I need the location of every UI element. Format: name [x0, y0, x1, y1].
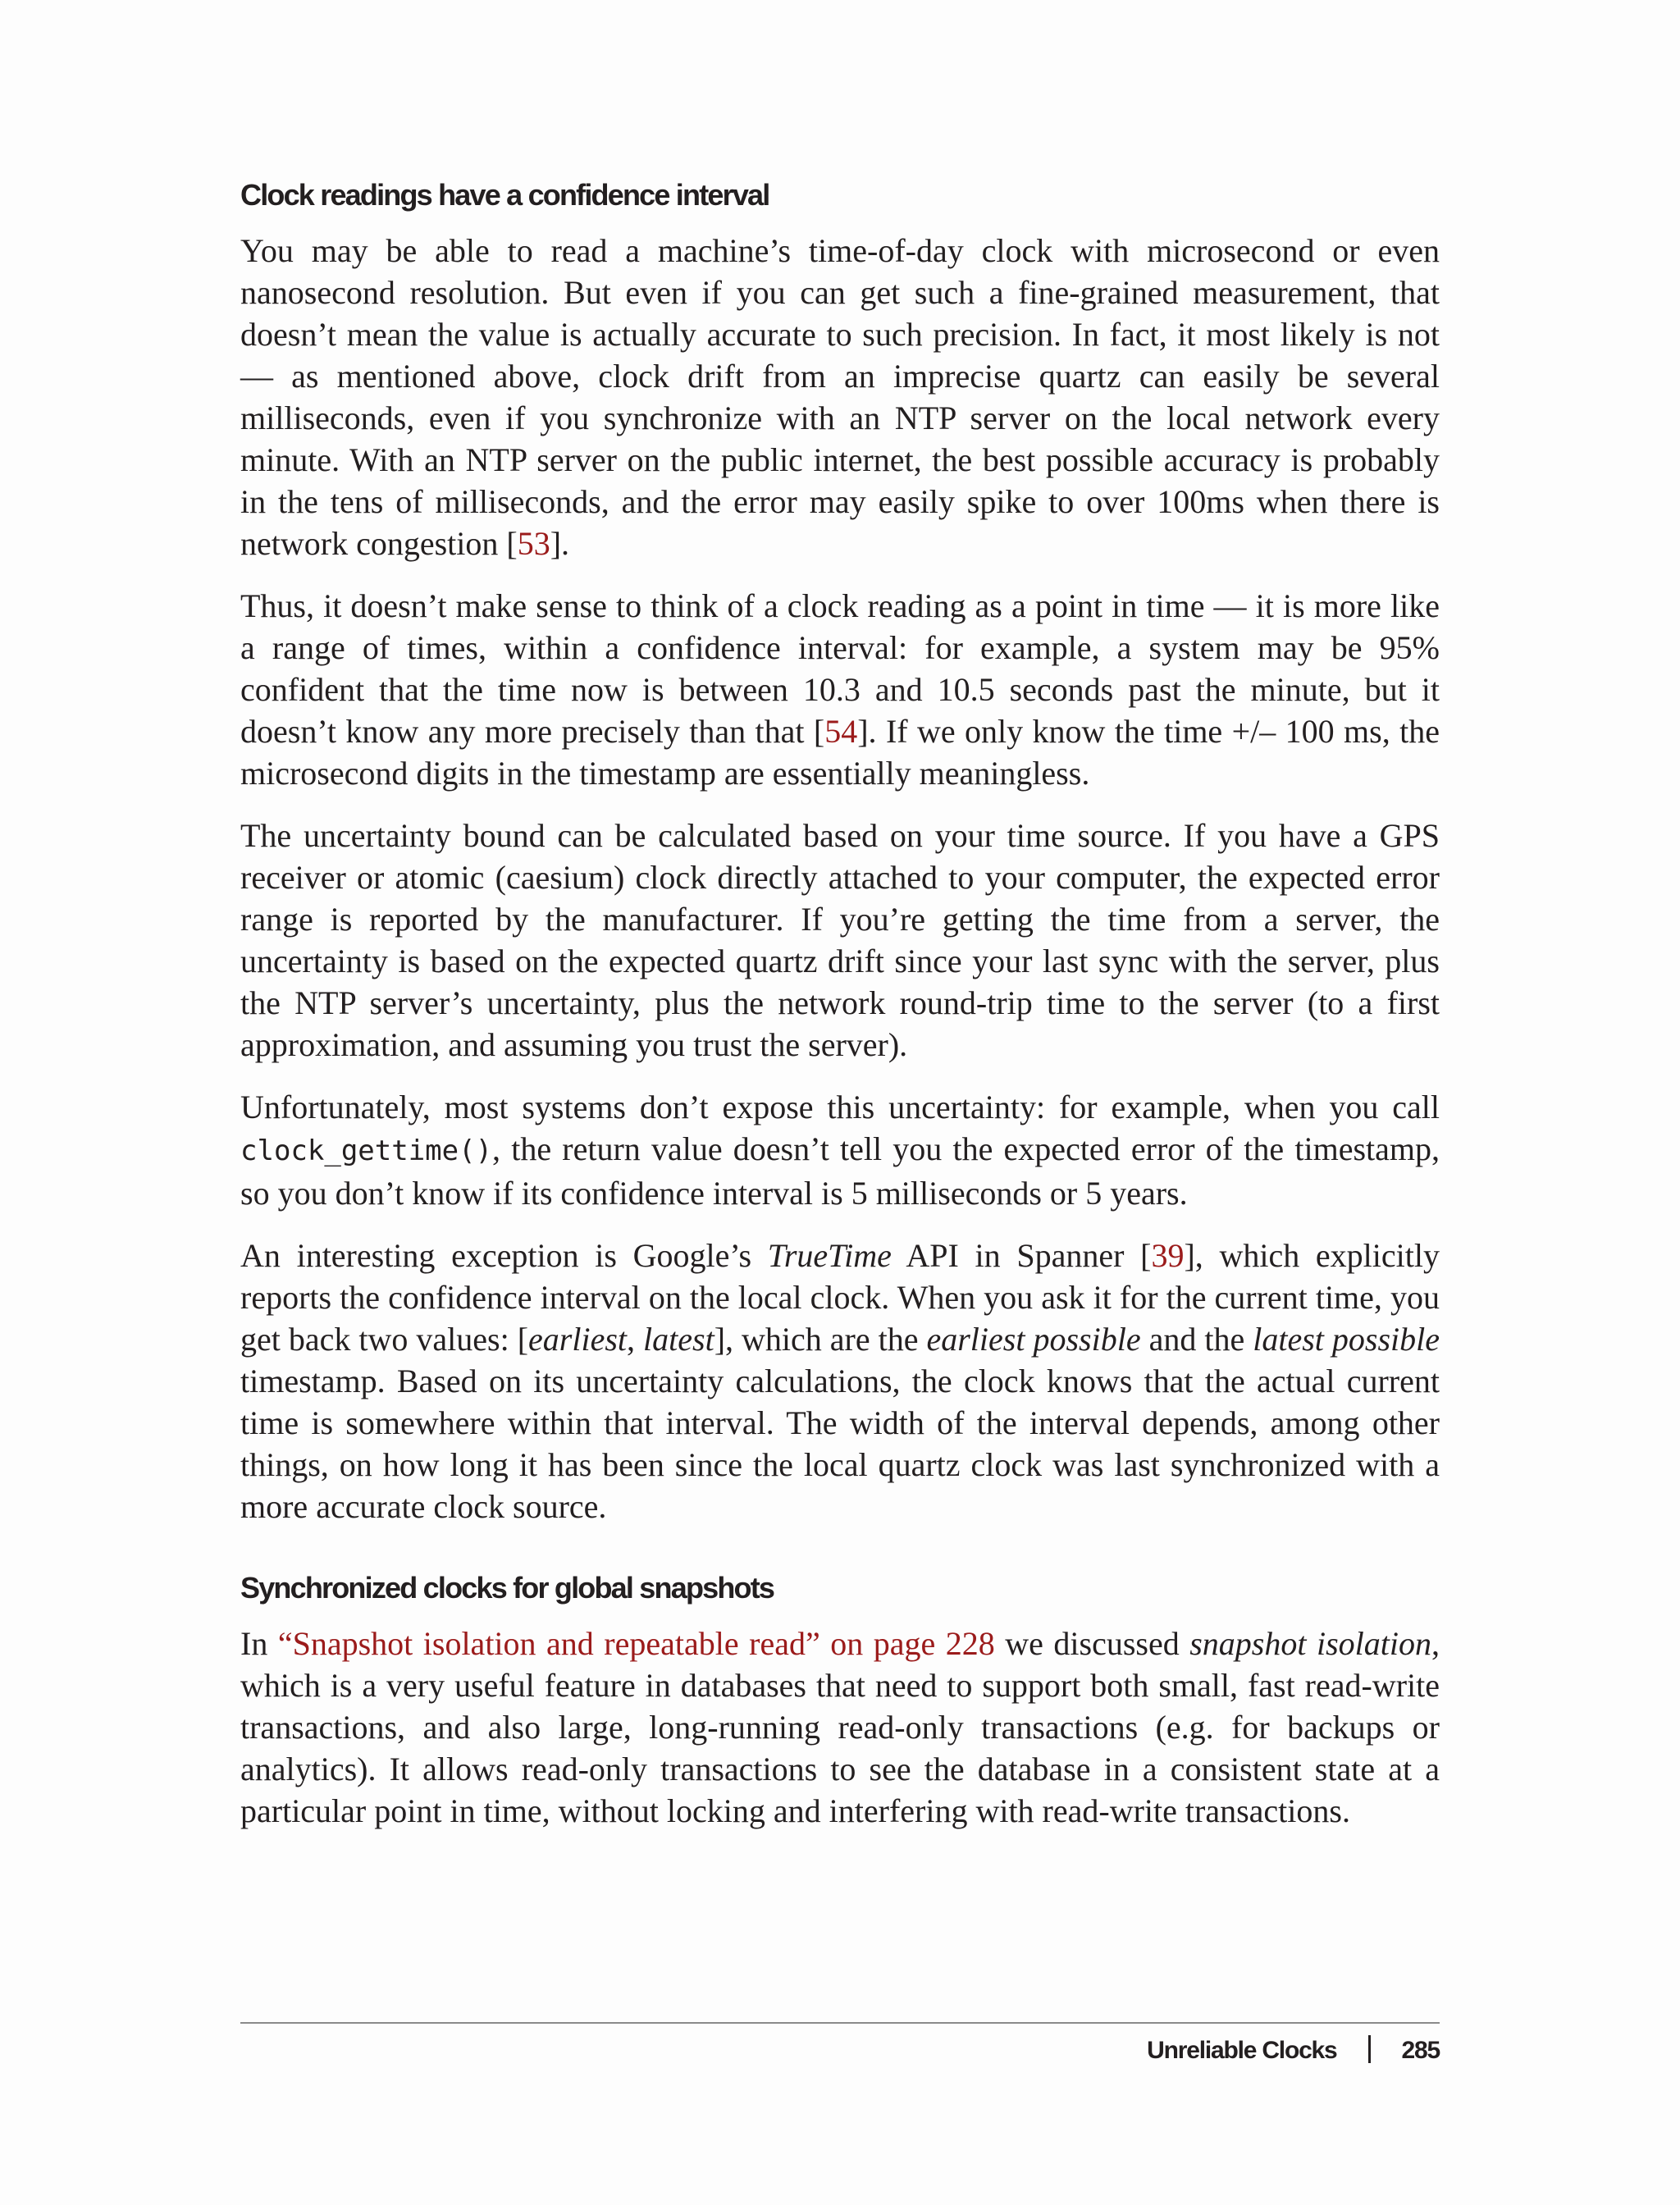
cross-reference-link-snapshot-isolation[interactable]: “Snapshot isolation and repeatable read” on page 228: [277, 1625, 995, 1662]
section-heading-confidence-interval: Clock readings have a confidence interval: [240, 178, 769, 212]
paragraph-truetime: [240, 1235, 1440, 1527]
paragraph-text: , which is a very useful feature in databases that need to support both small, fast read-write transactions, and also large, long-running read-only transactions (e.g. for backups or analytics). It allows read-only transactions to see the database in a consistent state at a particular point in time, without locking and interfering with read-write transactions.: [240, 1625, 1440, 1829]
term-latest-possible: latest possible: [1253, 1321, 1440, 1358]
paragraph-text: ,: [627, 1321, 644, 1358]
code-clock-gettime: clock_gettime(): [240, 1134, 493, 1167]
paragraph-text: we discussed: [994, 1625, 1190, 1662]
paragraph-text: , the return value doesn’t tell you the expected error of the timestamp, so you don’t know if its confidence interval is 5 milliseconds or 5 years.: [240, 1130, 1440, 1212]
paragraph-text: timestamp. Based on its uncertainty calculations, the clock knows that the actual current time is somewhere within that interval. The width of the interval depends, among other things, on how long it has been since the local quartz clock was last synchronized with a more accurate clock source.: [240, 1363, 1440, 1525]
paragraph-text: ], which explicitly reports the confidence interval on the local clock. When you ask it for the current time, you get back two values: [: [240, 1237, 1440, 1358]
paragraph-systems-dont-expose: [240, 1086, 1440, 1214]
page-footer: [240, 2033, 1440, 2069]
term-truetime: TrueTime: [767, 1237, 892, 1274]
section-heading-global-snapshots: Synchronized clocks for global snapshots: [240, 1571, 774, 1605]
paragraph-clock-resolution: [240, 230, 1440, 564]
paragraph-text: ], which are the: [714, 1321, 927, 1358]
citation-link-54[interactable]: 54: [824, 713, 858, 750]
paragraph-text: In: [240, 1625, 278, 1662]
paragraph-snapshot-isolation: [240, 1623, 1440, 1832]
footer-separator: [1368, 2035, 1371, 2063]
footer-page-number: 285: [1401, 2037, 1440, 2064]
citation-link-39[interactable]: 39: [1151, 1237, 1185, 1274]
paragraph-range-of-times: [240, 585, 1440, 794]
paragraph-text: You may be able to read a machine’s time-of-day clock with microsecond or even nanosecond resolution. But even if you can get such a fine-grained measurement, that doesn’t mean the value is actually accurate to such precision. In fact, it most likely is not — as mentioned above, clock drift from an imprecise quartz can easily be several milliseconds, even if you synchronize with an NTP server on the local network every minute. With an NTP server on the public internet, the best possible accuracy is probably in the tens of milliseconds, and the error may easily spike to over 100ms when there is network congestion [: [240, 232, 1440, 562]
term-earliest-possible: earliest possible: [926, 1321, 1141, 1358]
paragraph-text: Thus, it doesn’t make sense to think of a clock reading as a point in time — it is more like a range of times, within a confidence interval: for example, a system may be 95% confident that the time now is between 10.3 and 10.5 seconds past the minute, but it doesn’t know any more precisely than that [: [240, 587, 1440, 750]
citation-link-53[interactable]: 53: [517, 525, 550, 562]
paragraph-text: and the: [1140, 1321, 1253, 1358]
page-content: [240, 172, 1440, 1852]
term-snapshot-isolation: snapshot isolation: [1189, 1625, 1431, 1662]
paragraph-text: Unfortunately, most systems don’t expose this uncertainty: for example, when you call: [240, 1089, 1440, 1125]
term-latest: latest: [643, 1321, 714, 1358]
paragraph-text: An interesting exception is Google’s: [240, 1237, 768, 1274]
footer-chapter-title: Unreliable Clocks: [1147, 2037, 1337, 2064]
paragraph-uncertainty-bound: [240, 815, 1440, 1066]
paragraph-text: ]. If we only know the time +/– 100 ms, the microsecond digits in the timestamp are essentially meaningless.: [240, 713, 1440, 792]
term-earliest: earliest: [528, 1321, 627, 1358]
footer-divider: [240, 2022, 1440, 2024]
paragraph-text: The uncertainty bound can be calculated based on your time source. If you have a GPS receiver or atomic (caesium) clock directly attached to your computer, the expected error range is reported by the manufacturer. If you’re getting the time from a server, the uncertainty is based on the expected quartz drift since your last sync with the server, plus the NTP server’s uncertainty, plus the network round-trip time to the server (to a first approximation, and assuming you trust the server).: [240, 817, 1440, 1063]
paragraph-text: API in Spanner [: [891, 1237, 1152, 1274]
paragraph-text: ].: [550, 525, 570, 562]
